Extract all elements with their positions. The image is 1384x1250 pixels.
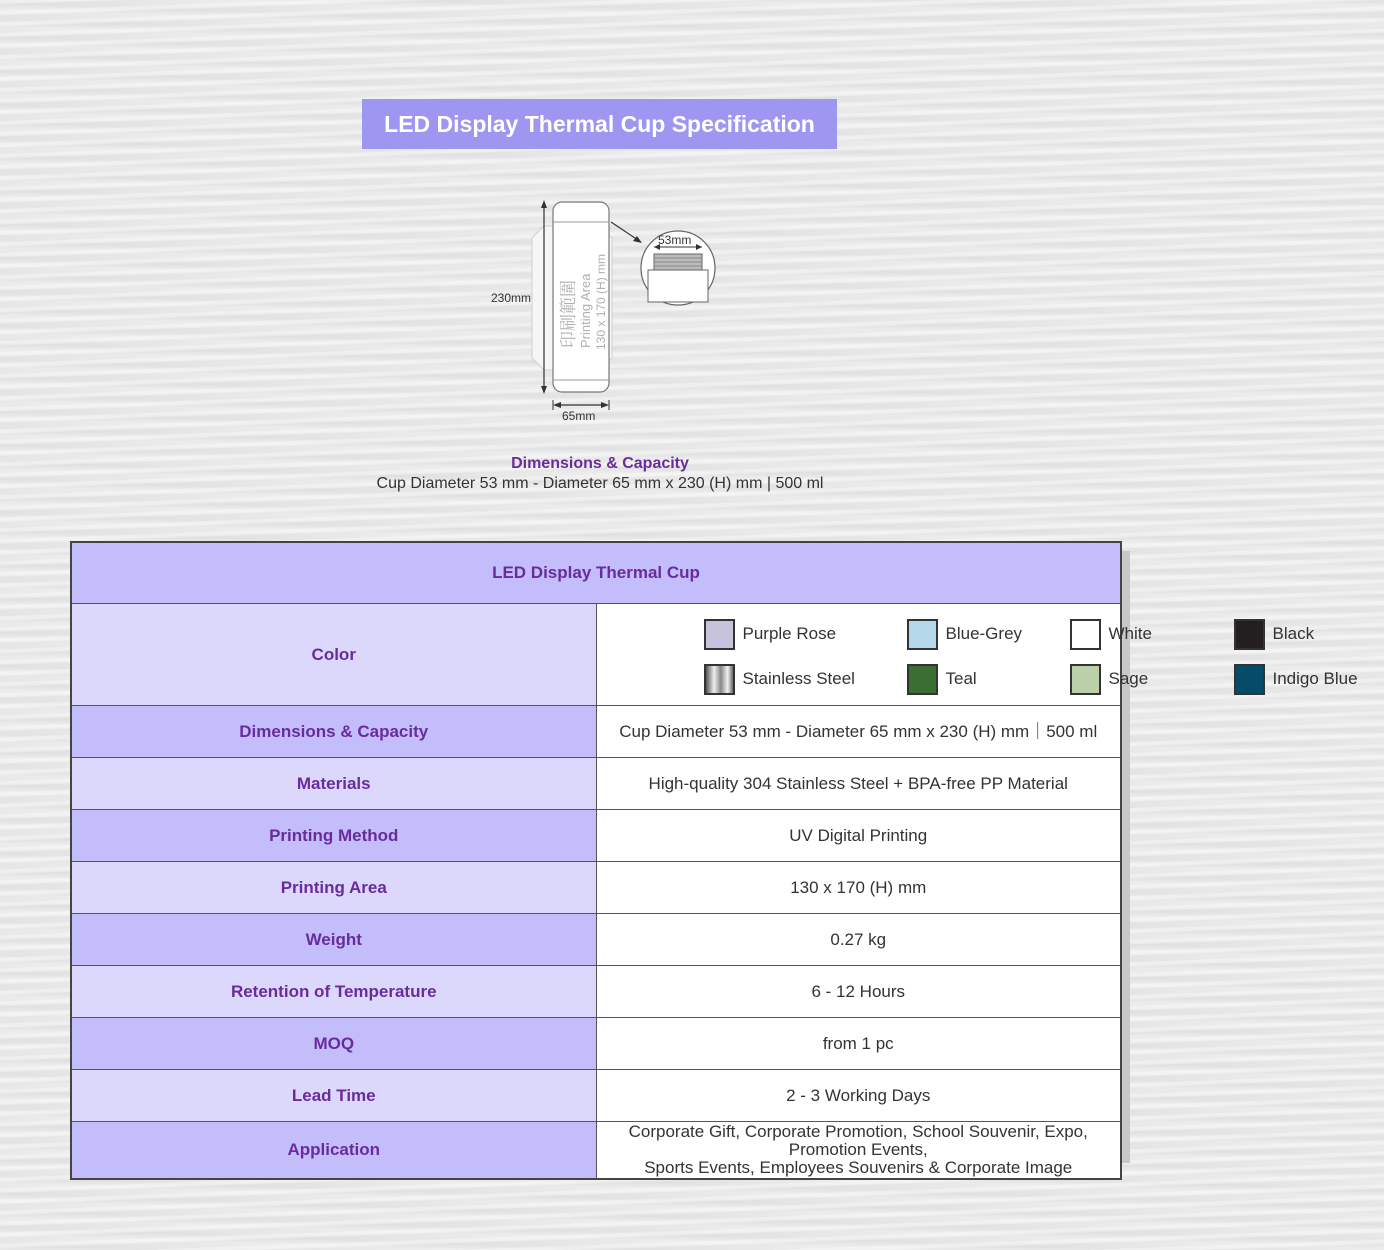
- color-label: Color: [71, 604, 596, 706]
- row-value: from 1 pc: [596, 1018, 1121, 1070]
- row-value: 130 x 170 (H) mm: [596, 862, 1121, 914]
- color-swatch: [1234, 664, 1265, 695]
- spec-table-wrapper: [70, 541, 1358, 1180]
- color-name: Indigo Blue: [1272, 669, 1358, 688]
- page-title: LED Display Thermal Cup Specification: [362, 99, 837, 149]
- row-value: 6 - 12 Hours: [596, 966, 1121, 1018]
- table-row: [71, 966, 1121, 1018]
- table-row: [71, 810, 1121, 862]
- row-label: Lead Time: [71, 1070, 596, 1122]
- row-label: Weight: [71, 914, 596, 966]
- table-row: [71, 1070, 1121, 1122]
- color-swatch: [704, 619, 735, 650]
- color-swatch: [1234, 619, 1265, 650]
- height-label: 230mm: [491, 291, 532, 305]
- color-option-blue-grey: [907, 619, 1070, 650]
- color-name: Purple Rose: [742, 624, 837, 643]
- row-value: 0.27 kg: [596, 914, 1121, 966]
- color-name: Stainless Steel: [742, 669, 855, 688]
- row-value: Cup Diameter 53 mm - Diameter 65 mm x 230 (H) mm｜500 ml: [596, 706, 1121, 758]
- color-option-white: [1070, 619, 1234, 650]
- color-option-teal: [907, 664, 1070, 695]
- print-area-chinese: 印刷範圍: [559, 280, 579, 348]
- color-name: Blue-Grey: [945, 624, 1023, 643]
- color-name: White: [1108, 624, 1152, 643]
- table-row: [71, 706, 1121, 758]
- color-name: Black: [1272, 624, 1315, 643]
- spec-table: [70, 541, 1358, 1180]
- color-option-black: [1234, 619, 1384, 650]
- color-option-sage: [1070, 664, 1234, 695]
- row-label: Materials: [71, 758, 596, 810]
- row-label: Printing Area: [71, 862, 596, 914]
- row-value: UV Digital Printing: [596, 810, 1121, 862]
- spec-table-header: LED Display Thermal Cup: [71, 542, 1121, 604]
- application-line-1: Corporate Gift, Corporate Promotion, School Souvenir, Expo, Promotion Events,: [628, 1122, 1088, 1159]
- table-row: [71, 862, 1121, 914]
- row-label: Printing Method: [71, 810, 596, 862]
- table-row: [71, 758, 1121, 810]
- print-area-size: 130 x 170 (H) mm: [594, 253, 608, 350]
- cup-dimension-diagram: [480, 190, 730, 430]
- color-swatch: [907, 619, 938, 650]
- color-swatch: [1070, 619, 1101, 650]
- color-option-indigo-blue: [1234, 664, 1384, 695]
- color-swatch: [1070, 664, 1101, 695]
- color-name: Sage: [1108, 669, 1149, 688]
- row-value: [596, 1122, 1121, 1180]
- row-value: High-quality 304 Stainless Steel + BPA-free PP Material: [596, 758, 1121, 810]
- print-area-english: Printing Area: [578, 273, 593, 348]
- row-label: MOQ: [71, 1018, 596, 1070]
- dimensions-text: Cup Diameter 53 mm - Diameter 65 mm x 230 (H) mm | 500 ml: [376, 475, 824, 492]
- color-swatch: [704, 664, 735, 695]
- color-option-purple-rose: [704, 619, 907, 650]
- row-value: 2 - 3 Working Days: [596, 1070, 1121, 1122]
- application-line-2: Sports Events, Employees Souvenirs & Corporate Image: [644, 1158, 1073, 1177]
- color-option-stainless-steel: [704, 664, 907, 695]
- color-swatch: [907, 664, 938, 695]
- table-row: [71, 1018, 1121, 1070]
- row-label: Retention of Temperature: [71, 966, 596, 1018]
- color-name: Teal: [945, 669, 977, 688]
- dimensions-heading: Dimensions & Capacity: [511, 455, 689, 472]
- row-label: Dimensions & Capacity: [71, 706, 596, 758]
- row-label: Application: [71, 1122, 596, 1180]
- table-row: [71, 1122, 1121, 1180]
- width-label: 65mm: [562, 409, 596, 423]
- cup-diameter-label: 53mm: [658, 233, 692, 247]
- color-options: [596, 604, 1358, 706]
- table-row: [71, 914, 1121, 966]
